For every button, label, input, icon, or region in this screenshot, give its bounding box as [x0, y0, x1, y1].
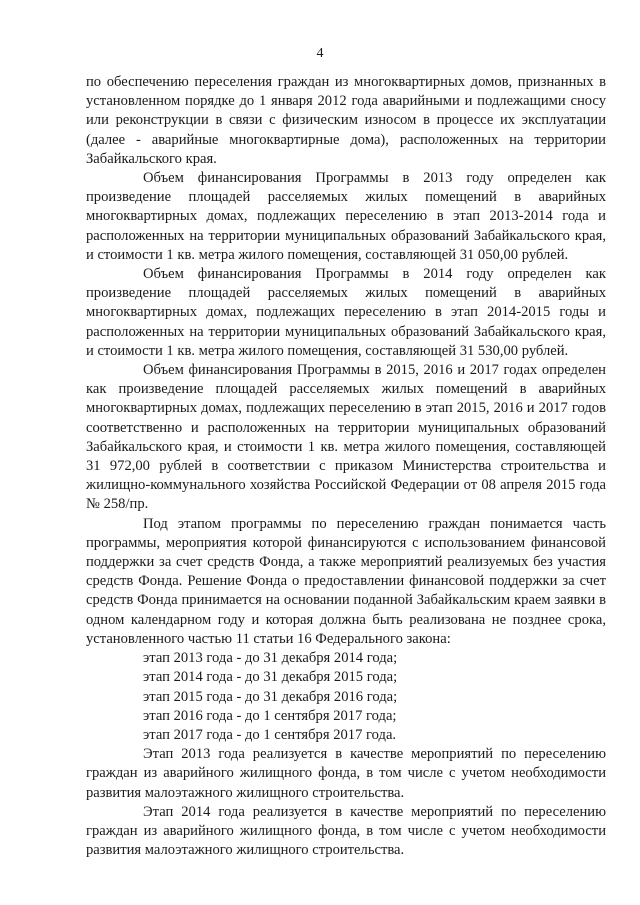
paragraph-financing-2013: Объем финансирования Программы в 2013 году определен как произведение площадей расселяемых жилых помещений в аварийных многоквартирных домах, подлежащих переселению в этап 2013-2014 года и расположенных на территории муниципальных образований Забайкальского края, и стоимости 1 кв. метра жилого помещения, составляющей 31 050,00 рублей.	[86, 170, 606, 263]
paragraph-financing-2014: Объем финансирования Программы в 2014 году определен как произведение площадей расселяемых жилых помещений в аварийных многоквартирных домах, подлежащих переселению в этап 2014-2015 годы и расположенных на территории муниципальных образований Забайкальского края, и стоимости 1 кв. метра жилого помещения, составляющей 31 530,00 рублей.	[86, 266, 606, 359]
paragraph-stage-definition: Под этапом программы по переселению граждан понимается часть программы, мероприятия которой финансируются с использованием финансовой поддержки за счет средств Фонда, а также мероприятий реализуемых без участия средств Фонда. Решение Фонда о предоставлении финансовой поддержки за счет средств Фонда принимается на основании поданной Забайкальским краем заявки в одном календарном году и которая должна быть реализована не позднее срока, установленного частью 11 статьи 16 Федерального закона:	[86, 515, 606, 647]
stage-item: этап 2014 года - до 31 декабря 2015 года;	[143, 669, 398, 686]
document-body	[86, 73, 606, 860]
paragraph-stage-2013: Этап 2013 года реализуется в качестве мероприятий по переселению граждан из аварийного жилищного фонда, в том числе с учетом необходимости развития малоэтажного жилищного строительства.	[86, 746, 606, 801]
stage-item: этап 2015 года - до 31 декабря 2016 года;	[143, 688, 398, 705]
page-number: 4	[316, 46, 324, 61]
paragraph-stage-2014: Этап 2014 года реализуется в качестве мероприятий по переселению граждан из аварийного жилищного фонда, в том числе с учетом необходимости развития малоэтажного жилищного строительства.	[86, 803, 606, 859]
stage-item: этап 2017 года - до 1 сентября 2017 года.	[143, 726, 397, 743]
paragraph-financing-2015-2017: Объем финансирования Программы в 2015, 2016 и 2017 годах определен как произведение площадей расселяемых жилых помещений в аварийных многоквартирных домах, подлежащих переселению в этап 2015, 2016 и 2017 годов соответственно и расположенных на территории муниципальных образований Забайкальского края, и стоимости 1 кв. метра жилого помещения, составляющей 31 972,00 рублей в соответствии с приказом Министерства строительства и жилищно-коммунального хозяйства Российской Федерации от 08 апреля 2015 года № 258/пр.	[86, 362, 606, 513]
stage-item: этап 2013 года - до 31 декабря 2014 года;	[143, 650, 398, 667]
paragraph-continuation: по обеспечению переселения граждан из многоквартирных домов, признанных в установленном порядке до 1 января 2012 года аварийными и подлежащими сносу или реконструкции в связи с физическим износом в процессе их эксплуатации (далее - аварийные многоквартирные дома), расположенных на территории Забайкальского края.	[86, 74, 606, 167]
stage-item: этап 2016 года - до 1 сентября 2017 года;	[143, 707, 397, 724]
